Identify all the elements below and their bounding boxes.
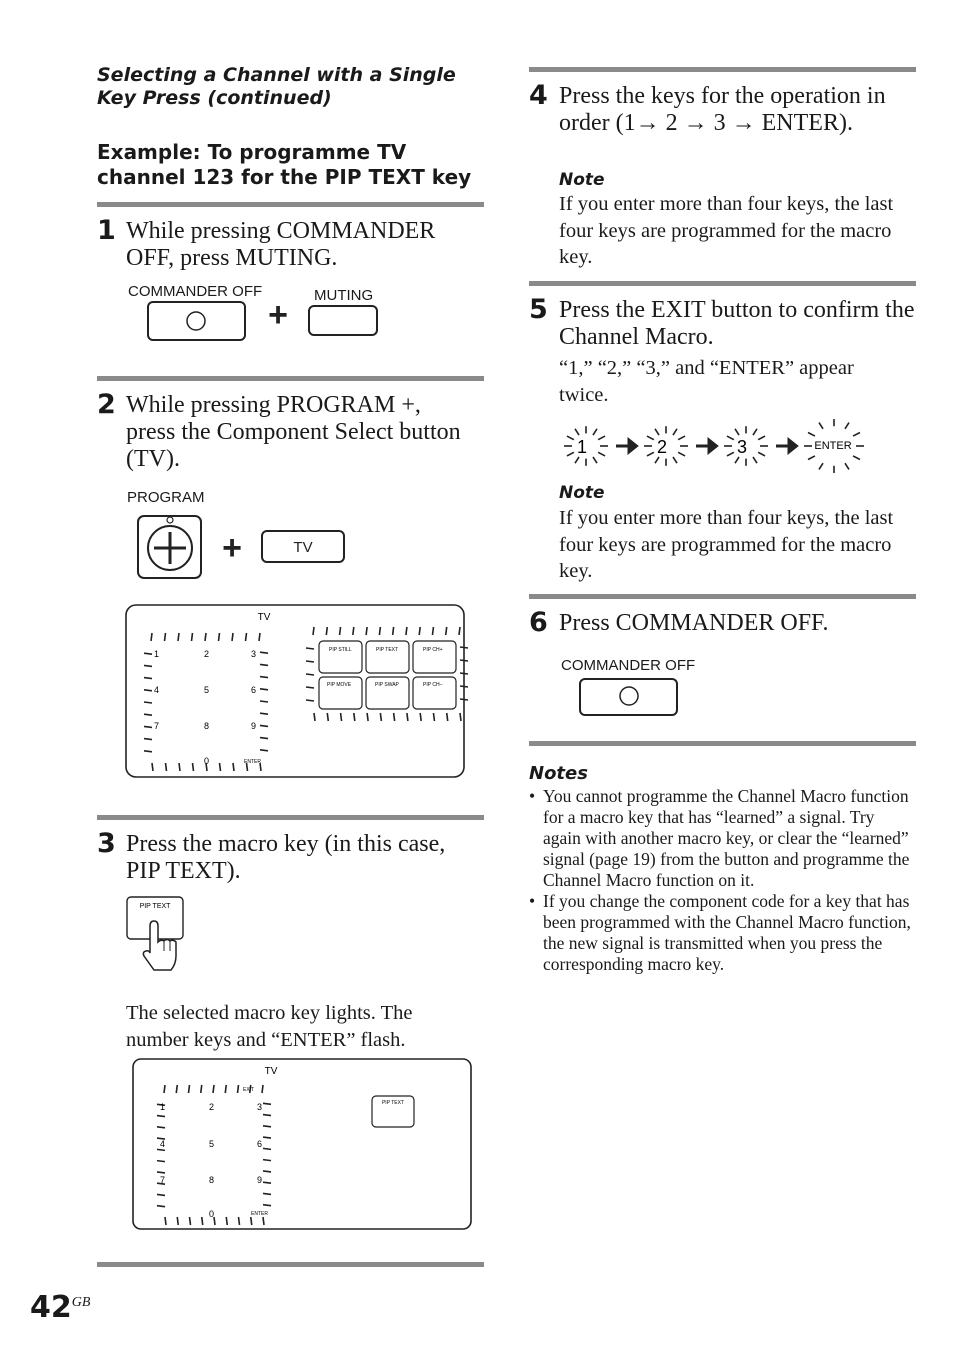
svg-text:ENTER: ENTER <box>244 759 261 765</box>
flash-mark <box>157 1206 165 1207</box>
remote-keypad-lit-illustration <box>131 1057 475 1233</box>
flash-mark <box>144 739 152 740</box>
flash-mark <box>220 763 221 771</box>
flash-mark <box>673 429 677 435</box>
flash-mark <box>313 627 314 635</box>
flash-mark <box>144 751 152 752</box>
flash-mark <box>433 713 434 721</box>
flash-mark <box>306 648 314 649</box>
flash-mark <box>853 433 860 437</box>
flash-mark <box>758 452 765 456</box>
flash-mark <box>214 1217 215 1225</box>
flash-mark <box>447 713 448 721</box>
flash-mark <box>593 457 597 463</box>
flash-mark <box>753 457 757 463</box>
svg-text:PIP TEXT: PIP TEXT <box>139 903 171 910</box>
pip-text-press-illustration <box>124 893 190 983</box>
svg-text:EXIT: EXIT <box>243 1087 255 1093</box>
flash-mark <box>819 463 823 469</box>
flash-mark <box>727 452 734 456</box>
svg-text:TV: TV <box>257 612 271 623</box>
flash-mark <box>151 633 152 641</box>
svg-text:5: 5 <box>209 1139 215 1149</box>
flash-mark <box>262 1085 263 1093</box>
svg-text:8: 8 <box>204 721 210 731</box>
svg-text:TV: TV <box>264 1066 278 1077</box>
flash-mark <box>575 429 579 435</box>
flash-mark <box>353 627 354 635</box>
flash-mark <box>202 1217 203 1225</box>
flash-mark <box>673 457 677 463</box>
flash-mark <box>655 457 659 463</box>
flash-mark <box>157 1161 165 1162</box>
flash-mark <box>735 457 739 463</box>
svg-text:3: 3 <box>257 1102 263 1112</box>
remote-keypad-illustration <box>124 603 470 781</box>
divider <box>97 1262 484 1267</box>
svg-text:4: 4 <box>154 685 160 695</box>
step-number: 6 <box>529 607 548 638</box>
svg-text:7: 7 <box>160 1175 166 1185</box>
list-item: • If you change the component code for a key that has been programmed with the Channel Macro function, the new signal is transmitted when you press the corresponding macro key. <box>529 891 915 975</box>
flash-mark <box>152 763 153 771</box>
flash-mark <box>246 633 247 641</box>
flash-mark <box>354 713 355 721</box>
flash-mark <box>260 738 268 739</box>
flash-mark <box>367 713 368 721</box>
svg-text:PIP CH+: PIP CH+ <box>423 647 443 653</box>
plus-sign: + <box>268 298 288 334</box>
note-text: If you enter more than four keys, the last four keys are programmed for the macro key. <box>559 193 894 268</box>
flash-mark <box>226 1217 227 1225</box>
flash-mark <box>260 677 268 678</box>
flash-mark <box>190 1217 191 1225</box>
flash-mark <box>647 452 654 456</box>
flash-mark <box>340 627 341 635</box>
svg-text:2: 2 <box>209 1102 215 1112</box>
flash-mark <box>655 429 659 435</box>
flash-mark <box>260 750 268 751</box>
flash-mark <box>407 713 408 721</box>
step-number: 3 <box>97 828 116 859</box>
flash-mark <box>808 456 815 460</box>
flash-mark <box>225 1085 226 1093</box>
svg-text:+: + <box>222 529 242 567</box>
svg-text:3: 3 <box>251 649 257 659</box>
flash-mark <box>157 1172 165 1173</box>
flash-mark <box>314 713 315 721</box>
flash-mark <box>647 436 654 440</box>
flash-mark <box>460 686 468 687</box>
flash-mark <box>380 713 381 721</box>
notes-list <box>529 786 915 975</box>
flash-mark <box>420 713 421 721</box>
flash-mark <box>144 690 152 691</box>
flash-mark <box>219 633 220 641</box>
flash-mark <box>366 627 367 635</box>
flash-mark <box>166 763 167 771</box>
flash-mark <box>263 1205 271 1206</box>
svg-text:7: 7 <box>154 721 160 731</box>
step-number: 4 <box>529 80 548 111</box>
flash-mark <box>157 1149 165 1150</box>
flash-mark <box>192 633 193 641</box>
flash-mark <box>432 627 433 635</box>
flash-mark <box>179 763 180 771</box>
flash-mark <box>446 627 447 635</box>
step-text: Press the macro key (in this case, PIP TEXT). <box>126 831 446 884</box>
svg-text:6: 6 <box>251 685 257 695</box>
svg-text:5: 5 <box>204 685 210 695</box>
program-tv-button-illustration <box>130 510 360 586</box>
note-title: Note <box>559 170 605 190</box>
svg-text:1: 1 <box>160 1102 166 1112</box>
flash-mark <box>567 436 574 440</box>
step-text: While pressing COMMANDER OFF, press MUTING. <box>126 218 436 271</box>
flash-mark <box>189 1085 190 1093</box>
svg-text:2: 2 <box>204 649 210 659</box>
flash-mark <box>341 713 342 721</box>
flash-mark <box>164 1085 165 1093</box>
flash-mark <box>157 1194 165 1195</box>
flash-mark <box>263 1126 271 1127</box>
flash-mark <box>157 1116 165 1117</box>
flash-mark <box>575 457 579 463</box>
flash-mark <box>459 627 460 635</box>
flash-mark <box>260 701 268 702</box>
divider <box>97 376 484 381</box>
flash-mark <box>598 436 605 440</box>
flash-mark <box>233 763 234 771</box>
flash-mark <box>263 1193 271 1194</box>
flash-mark <box>205 633 206 641</box>
commander-off-button-illustration <box>575 675 685 721</box>
flash-mark <box>263 1148 271 1149</box>
flash-mark <box>213 1085 214 1093</box>
list-item: • You cannot programme the Channel Macro function for a macro key that has “learned” a signal. Try again with another macro key, or clear the “learned” signal (page 19) from the button and programme the Channel Macro function on it. <box>529 786 915 891</box>
flash-mark <box>260 652 268 653</box>
flash-mark <box>178 633 179 641</box>
step-number: 5 <box>529 294 548 325</box>
divider <box>529 594 916 599</box>
commander-off-label: COMMANDER OFF <box>128 283 263 300</box>
note-title: Note <box>559 483 605 503</box>
flash-mark <box>193 763 194 771</box>
flash-mark <box>144 714 152 715</box>
section-title: Selecting a Channel with a Single Key Press (continued) <box>97 64 456 109</box>
flash-mark <box>176 1085 177 1093</box>
svg-text:1: 1 <box>576 437 588 457</box>
step-number: 2 <box>97 389 116 420</box>
notes-title: Notes <box>529 763 588 784</box>
flash-mark <box>201 1085 202 1093</box>
flash-mark <box>819 423 823 429</box>
commander-off-button-illustration <box>140 298 390 348</box>
svg-text:ENTER: ENTER <box>251 1211 268 1217</box>
flash-mark <box>251 1217 252 1225</box>
flash-mark <box>735 429 739 435</box>
flash-mark <box>165 633 166 641</box>
flash-mark <box>260 713 268 714</box>
svg-text:PIP SWAP: PIP SWAP <box>375 682 399 688</box>
flash-mark <box>306 700 314 701</box>
flash-mark <box>144 726 152 727</box>
flash-mark <box>306 674 314 675</box>
flash-mark <box>758 436 765 440</box>
flash-mark <box>853 456 860 460</box>
divider <box>97 202 484 207</box>
flash-mark <box>327 713 328 721</box>
flash-mark <box>260 689 268 690</box>
flash-mark <box>678 452 685 456</box>
svg-text:ENTER: ENTER <box>814 440 852 452</box>
svg-text:PIP TEXT: PIP TEXT <box>376 647 399 653</box>
flash-mark <box>144 653 152 654</box>
divider <box>529 67 916 72</box>
flash-mark <box>263 1103 271 1104</box>
program-label: PROGRAM <box>127 489 205 506</box>
svg-text:PIP TEXT: PIP TEXT <box>381 1100 405 1106</box>
flash-mark <box>727 436 734 440</box>
flash-mark <box>263 1115 271 1116</box>
svg-text:8: 8 <box>209 1175 215 1185</box>
svg-text:PIP MOVE: PIP MOVE <box>327 682 352 688</box>
flash-mark <box>306 661 314 662</box>
step-text: Press the keys for the operation in order (1→ 2 → 3 → ENTER). <box>559 83 886 136</box>
flash-mark <box>379 627 380 635</box>
flash-mark <box>567 452 574 456</box>
flash-mark <box>753 429 757 435</box>
note-text: If you enter more than four keys, the last four keys are programmed for the macro key. <box>559 507 894 582</box>
svg-text:2: 2 <box>656 437 668 457</box>
step-text: Press the EXIT button to confirm the Channel Macro. <box>559 297 915 350</box>
flash-mark <box>460 673 468 674</box>
svg-text:0: 0 <box>204 756 210 766</box>
flash-mark <box>239 1217 240 1225</box>
svg-text:PIP CH–: PIP CH– <box>423 682 443 688</box>
step-number: 1 <box>97 215 116 246</box>
flash-mark <box>157 1127 165 1128</box>
example-title: Example: To programme TV channel 123 for the PIP TEXT key <box>97 140 472 189</box>
svg-text:1: 1 <box>154 649 160 659</box>
svg-text:9: 9 <box>251 721 257 731</box>
flash-mark <box>263 1160 271 1161</box>
flash-mark <box>263 1217 264 1225</box>
flash-mark <box>460 660 468 661</box>
flash-mark <box>593 429 597 435</box>
flash-mark <box>460 647 468 648</box>
step-3-result: The selected macro key lights. The number keys and “ENTER” flash. <box>126 1002 413 1051</box>
flash-mark <box>394 713 395 721</box>
flash-mark <box>177 1217 178 1225</box>
flash-mark <box>259 633 260 641</box>
flash-mark <box>263 1137 271 1138</box>
flash-mark <box>419 627 420 635</box>
step-5-result: “1,” “2,” “3,” and “ENTER” appear twice. <box>559 357 854 406</box>
flash-mark <box>165 1217 166 1225</box>
flash-mark <box>144 702 152 703</box>
flash-mark <box>232 633 233 641</box>
commander-off-label: COMMANDER OFF <box>561 657 696 674</box>
flash-mark <box>678 436 685 440</box>
flash-mark <box>263 1171 271 1172</box>
flash-mark <box>238 1085 239 1093</box>
svg-text:6: 6 <box>257 1139 263 1149</box>
flash-mark <box>406 627 407 635</box>
flash-mark <box>460 699 468 700</box>
flash-mark <box>808 433 815 437</box>
flash-mark <box>845 423 849 429</box>
page-suffix: GB <box>71 1295 91 1310</box>
flash-mark <box>393 627 394 635</box>
flash-mark <box>260 725 268 726</box>
flash-mark <box>306 687 314 688</box>
step-text: While pressing PROGRAM +, press the Component Select button (TV). <box>126 392 461 472</box>
page-number: $42^{GB}$ <box>30 1290 91 1325</box>
flash-mark <box>326 627 327 635</box>
svg-text:PIP STILL: PIP STILL <box>329 647 352 653</box>
svg-text:4: 4 <box>160 1139 166 1149</box>
muting-label: MUTING <box>314 287 374 304</box>
svg-text:TV: TV <box>293 539 313 556</box>
svg-text:3: 3 <box>736 437 748 457</box>
divider <box>529 741 916 746</box>
flash-mark <box>260 664 268 665</box>
step-text: Press COMMANDER OFF. <box>559 610 829 636</box>
divider <box>97 815 484 820</box>
svg-text:0: 0 <box>209 1209 215 1219</box>
flash-mark <box>263 1182 271 1183</box>
svg-text:9: 9 <box>257 1175 263 1185</box>
display-sequence-illustration <box>556 414 876 478</box>
divider <box>529 281 916 286</box>
flash-mark <box>598 452 605 456</box>
flash-mark <box>144 678 152 679</box>
flash-mark <box>845 463 849 469</box>
flash-mark <box>144 665 152 666</box>
flash-mark <box>460 713 461 721</box>
